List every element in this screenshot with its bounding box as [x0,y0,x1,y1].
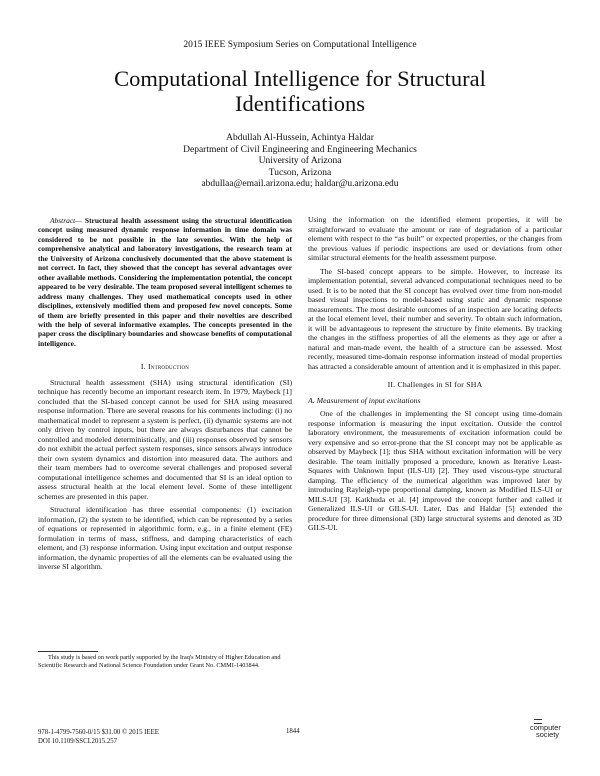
paper-title: Computational Intelligence for Structural Identifications [114,66,486,116]
page-number: 1844 [286,728,300,735]
footnote-divider [38,651,98,652]
author-location: Tucson, Arizona [268,167,332,178]
footer-isbn: 978-1-4799-7560-0/15 $31.00 © 2015 IEEE [38,729,159,736]
abstract-text: Structural health assessment using the structural identification concept using measured dynamic response information in time domain was considered to be not possible in the late seventies. With the help of comprehensive analytical and laboratory investigations, the research team at the University of Arizona conclusively documented that the above statement is not correct. In fact, they showed that the concept has several advantages over other available methods. Considering the implementation potential, the concept appeared to be very desirable. The team proposed several intelligent schemes to address many challenges. They used mathematical concepts used in other disciplines, extensively modified them and proposed few novel concepts. Some of them are briefly presented in this paper and their novelties are described with the help of several informative examples. The concepts presented in the paper cross the disciplinary boundaries and showcase benefits of computational intelligence. [38,216,292,348]
right-column [308,215,562,533]
author-university: University of Arizona [258,156,342,167]
right-paragraph-2: The SI-based concept appears to be simple. However, to increase its implementation potential, several advanced computational techniques need to be used. It is to be noted that the SI concept has evolved over time from non-model based visual inspections to model-based using static and dynamic response measurements. The most desirable outcomes of an inspection are locating defects at the local element level, their number and severity. To obtain such information, it will be advantageous to represent the structure by finite elements. By tracking the changes in the stiffness properties of all the elements as they age or after a natural and man-made event, the health of a structure can be assessed. Most recently, measured time-domain response information instead of modal properties has attracted a considerable amount of attention and it is emphasized in this paper. [308,266,562,371]
intro-paragraph-2: Structural identification has three essential components: (1) excitation information, (2) the system to be identified, which can be represented by a series of equations or represented in algorithmic form, e.g., in a finite element (FE) formulation in terms of mass, stiffness, and damping characteristics of each element, and (3) response information. Using input excitation and output response information, the dynamic properties of all the elements can be evaluated using the inverse SI algorithm. [38,505,292,572]
abstract-label: Abstract— [50,216,82,225]
right-paragraph-1: Using the information on the identified element properties, it will be straightforward to evaluate the amount or rate of degradation of a particular element with respect to the “as built” or expected properties, or the changes from the previous values if periodic inspections are used or deviations from other similar structural elements for the health assessment purpose. [308,215,562,262]
author-block [0,133,600,191]
footer-isbn-block [38,728,159,746]
section-heading-challenges: II. Challenges in SI for SHA [387,380,483,389]
challenges-paragraph-1: One of the challenges in implementing the SI concept using time-domain response information is measuring the input excitation. Outside the control laboratory environment, the measurements of excitation information could be very expensive and so error-prone that the SI concept may not be applicable as observed by Maybeck [1]; thus SHA without excitation information will be very desirable. The team initially proposed a procedure, known as Iterative Least-Squares with Unknown Input (ILS-UI) [2]. They used viscous-type structural damping. The efficiency of the numerical algorithm was improved later by introducing Rayleigh-type proportional damping, known as Modified ILS-UI or MILS-UI [3]. Katkhuda et al. [4] improved the concept further and called it Generalized ILS-UI or GILS-UI. Later, Das and Haldar [5] extended the procedure for three dimensional (3D) large structural systems and denoted as 3D GILS-UI. [308,409,562,532]
conference-header: 2015 IEEE Symposium Series on Computational Intelligence [183,40,417,50]
left-column [38,216,292,572]
footnote: This study is based on work partly supported by the Iraq's Ministry of Higher Education and Scientific Research and National Science Foundation under Grant No. CMMI-1403844. [38,654,281,669]
logo-line-2: society [536,730,560,739]
section-heading-introduction: I. Introduction [140,362,190,372]
author-department: Department of Civil Engineering and Engineering Mechanics [183,144,417,155]
subsection-heading-measurement: A. Measurement of input excitations [308,395,421,405]
author-names: Abdullah Al-Hussein, Achintya Haldar [226,133,374,143]
logo-text [530,724,561,738]
author-emails: abdullaa@email.arizona.edu; haldar@u.arizona.edu [201,179,399,190]
logo-line-1: computer [530,723,561,732]
footer-doi: DOI 10.1109/SSCI.2015.257 [38,738,118,745]
abstract [38,216,292,348]
computer-society-logo [524,719,570,741]
intro-paragraph-1: Structural health assessment (SHA) using structural identification (SI) technique has recently become an important research item. In 1979, Maybeck [1] concluded that the SI-based concept cannot be used for SHA using measured response information. There are several reasons for his comments including: (i) no mathematical model to represent a system is perfect, (ii) dynamic systems are not only driven by control inputs, but there are always disturbances that cannot be controlled and modeled deterministically, and (iii) responses observed by sensors do not exhibit the actual perfect system responses, since sensors always introduce their own system dynamics and distortion into measured data. The authors and their team members had to overcome several challenges and proposed several computational intelligence schemes and documented that SI is an ideal option to assess structural health at the local element level. Some of these intelligent schemes are presented in this paper. [38,377,292,501]
